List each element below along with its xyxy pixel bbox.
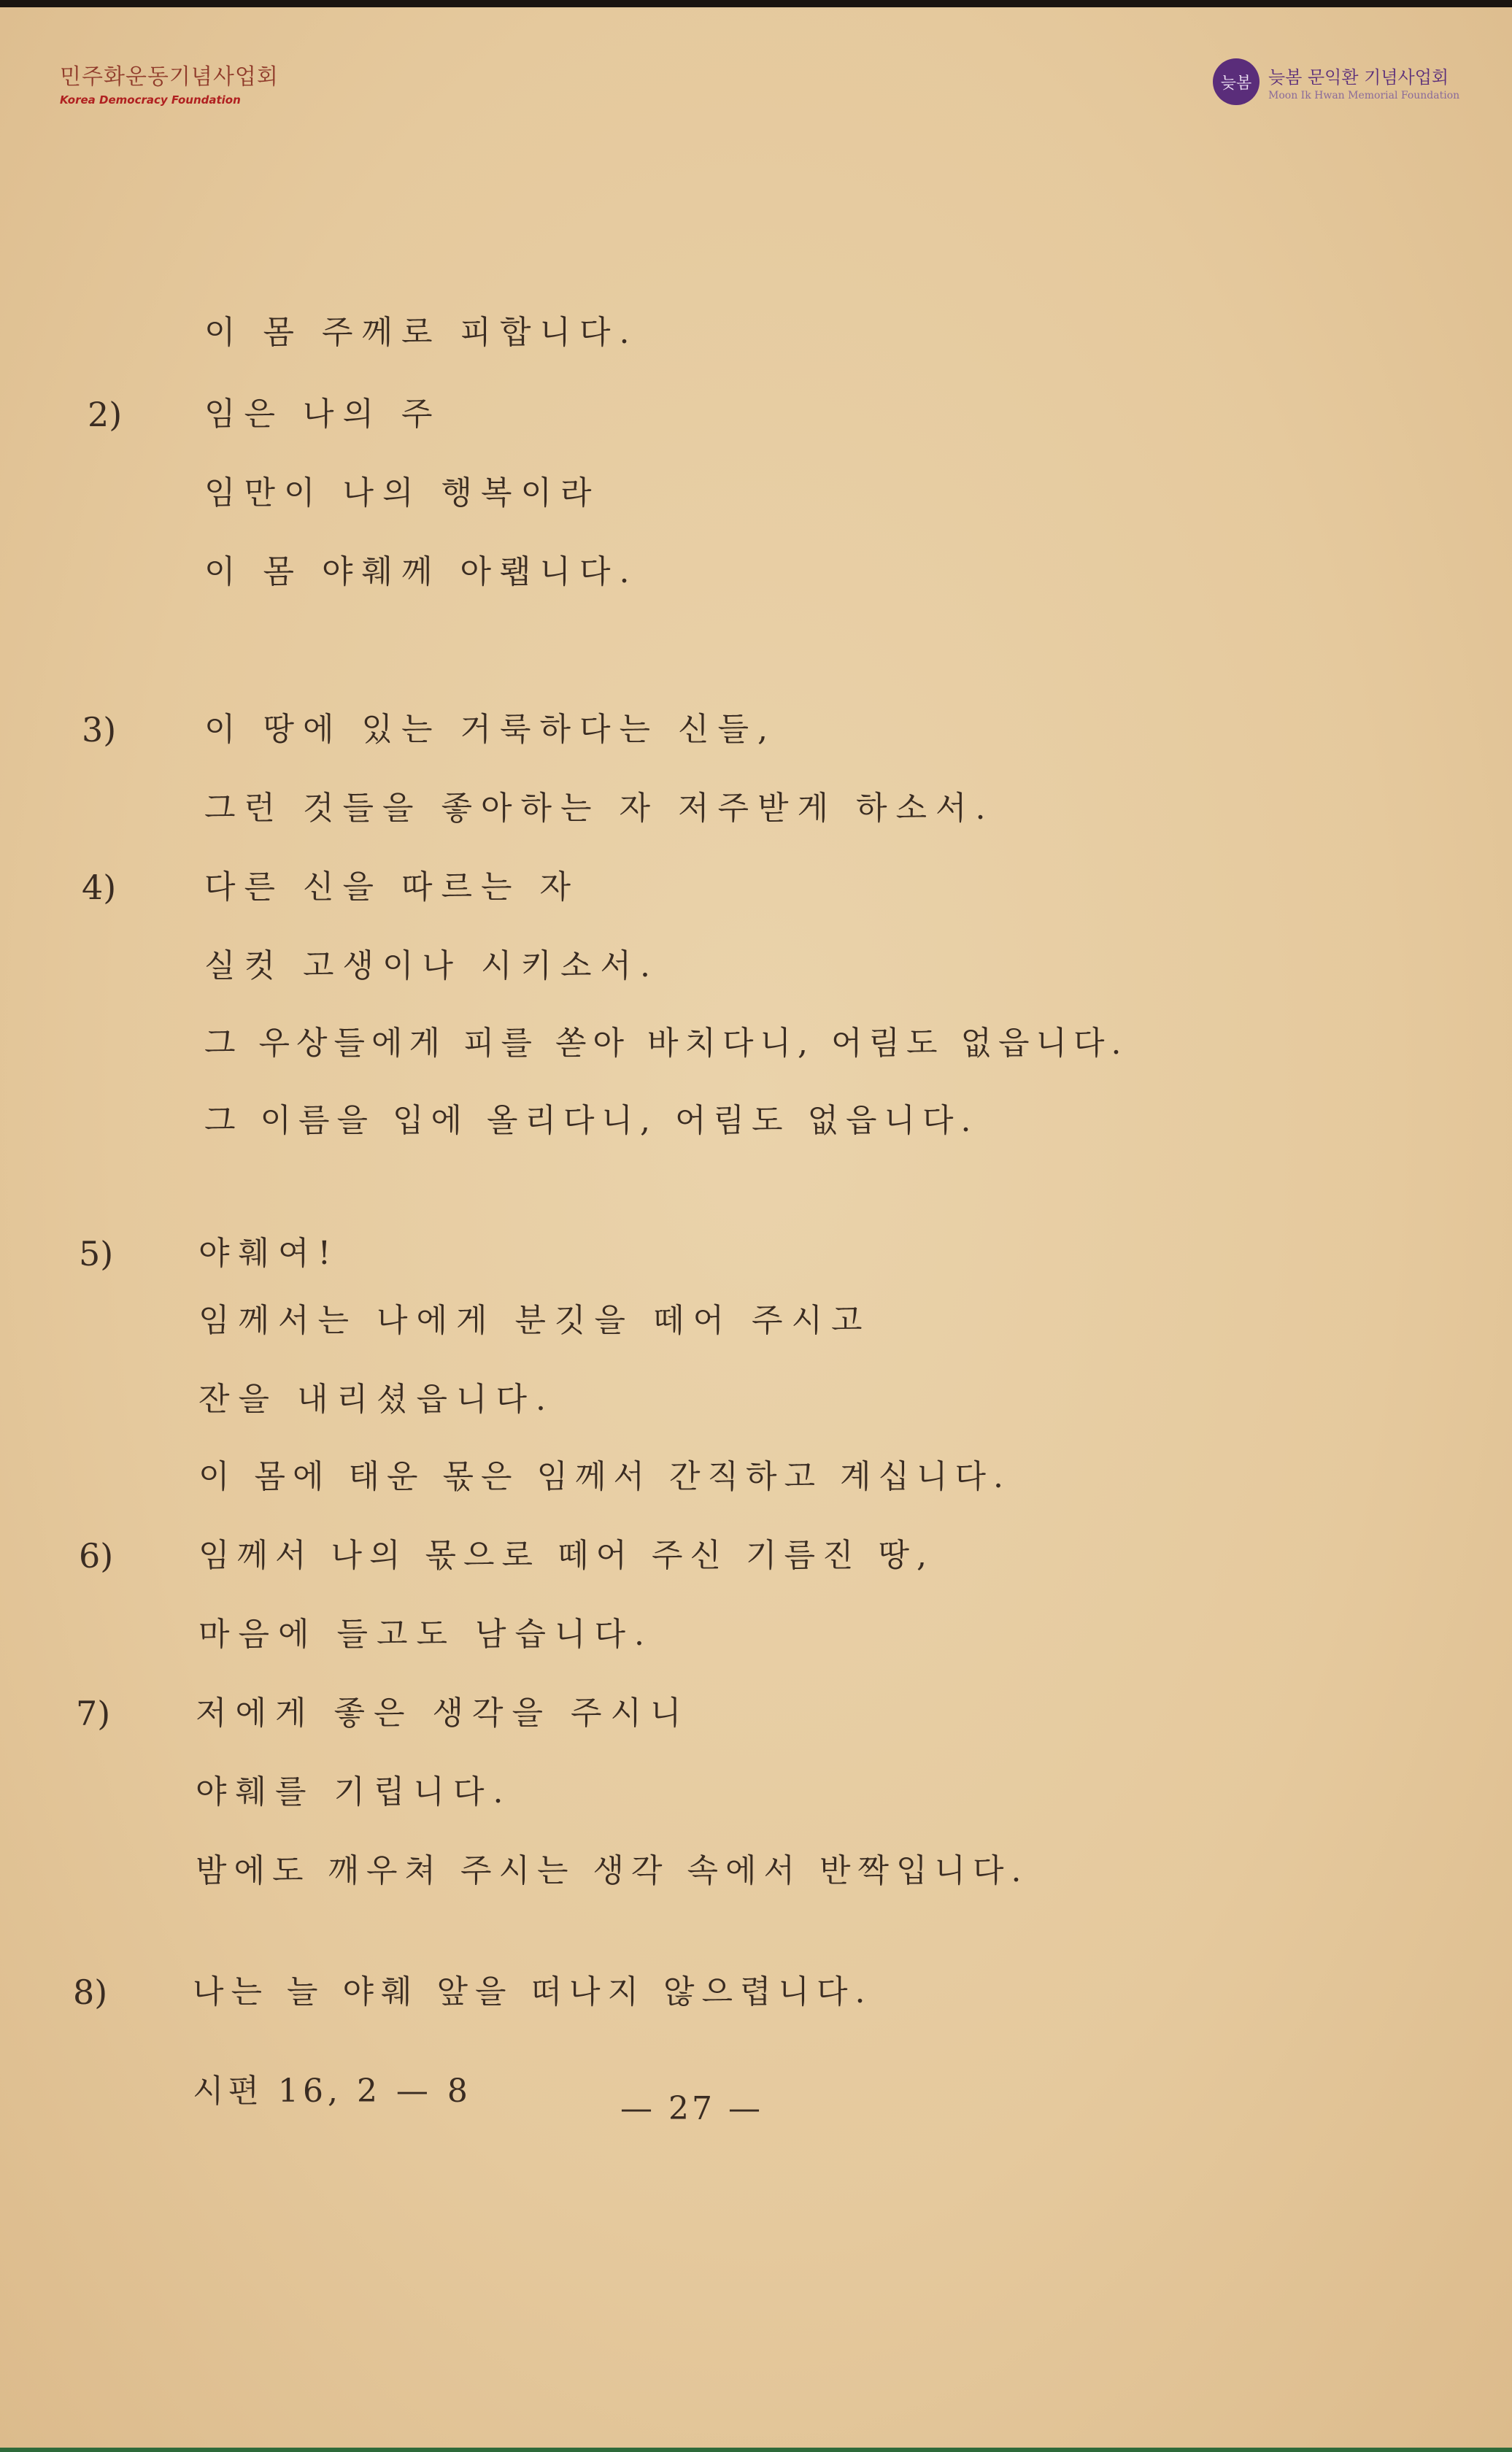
text-line: 나는 늘 야훼 앞을 떠나지 않으렵니다. bbox=[193, 1973, 873, 2010]
verse-number: 6) bbox=[79, 1536, 114, 1576]
moon-ik-hwan-foundation-logo bbox=[1213, 58, 1459, 105]
text-line: 그 우상들에게 피를 쏟아 바치다니, 어림도 없읍니다. bbox=[204, 1025, 1128, 1062]
text-line: 잔을 내리셨읍니다. bbox=[198, 1381, 555, 1418]
text-line: 이 몸 주께로 피합니다. bbox=[204, 314, 639, 351]
verse-number: 2) bbox=[88, 395, 123, 434]
text-line: 그런 것들을 좋아하는 자 저주받게 하소서. bbox=[204, 790, 995, 827]
korea-democracy-foundation-logo bbox=[60, 58, 279, 107]
text-line: 저에게 좋은 생각을 주시니 bbox=[196, 1695, 690, 1732]
text-line: 이 몸 야훼께 아뢥니다. bbox=[204, 553, 639, 590]
text-line: 임께서는 나에게 분깃을 떼어 주시고 bbox=[198, 1302, 871, 1339]
left-logo-english: Korea Democracy Foundation bbox=[60, 93, 241, 107]
text-line: 임은 나의 주 bbox=[204, 396, 441, 433]
page-number: — 27 — bbox=[620, 2090, 763, 2127]
verse-number: 7) bbox=[76, 1694, 111, 1733]
verse-number: 4) bbox=[82, 868, 117, 907]
verse-number: 8) bbox=[73, 1973, 108, 2012]
text-line: 그 이름을 입에 올리다니, 어림도 없읍니다. bbox=[204, 1102, 979, 1139]
left-logo-korean: 민주화운동기념사업회 bbox=[60, 64, 279, 90]
text-line: 마음에 들고도 남습니다. bbox=[198, 1616, 653, 1653]
seal-icon: 늦봄 bbox=[1213, 58, 1260, 105]
scan-bottom-edge bbox=[0, 2448, 1512, 2452]
text-line: 임만이 나의 행복이라 bbox=[204, 474, 601, 512]
text-line: 실컷 고생이나 시키소서. bbox=[204, 947, 659, 984]
text-line: 임께서 나의 몫으로 떼어 주신 기름진 땅, bbox=[198, 1537, 934, 1574]
text-line: 이 몸에 태운 몫은 임께서 간직하고 계십니다. bbox=[198, 1458, 1011, 1495]
text-line: 이 땅에 있는 거룩하다는 신들, bbox=[204, 711, 776, 748]
verse-number: 5) bbox=[79, 1234, 114, 1273]
text-line: 밤에도 깨우쳐 주시는 생각 속에서 반짝입니다. bbox=[196, 1852, 1029, 1889]
text-line: 다른 신을 따르는 자 bbox=[204, 868, 579, 906]
right-logo-english: Moon Ik Hwan Memorial Foundation bbox=[1268, 89, 1460, 101]
text-line: 야훼여! bbox=[198, 1235, 340, 1272]
right-logo-korean: 늦봄 문익환 기념사업회 bbox=[1268, 66, 1449, 88]
scripture-reference: 시편 16, 2 — 8 bbox=[193, 2073, 472, 2110]
verse-number: 3) bbox=[82, 710, 117, 749]
scan-top-edge bbox=[0, 0, 1512, 7]
text-line: 야훼를 기립니다. bbox=[196, 1773, 512, 1811]
